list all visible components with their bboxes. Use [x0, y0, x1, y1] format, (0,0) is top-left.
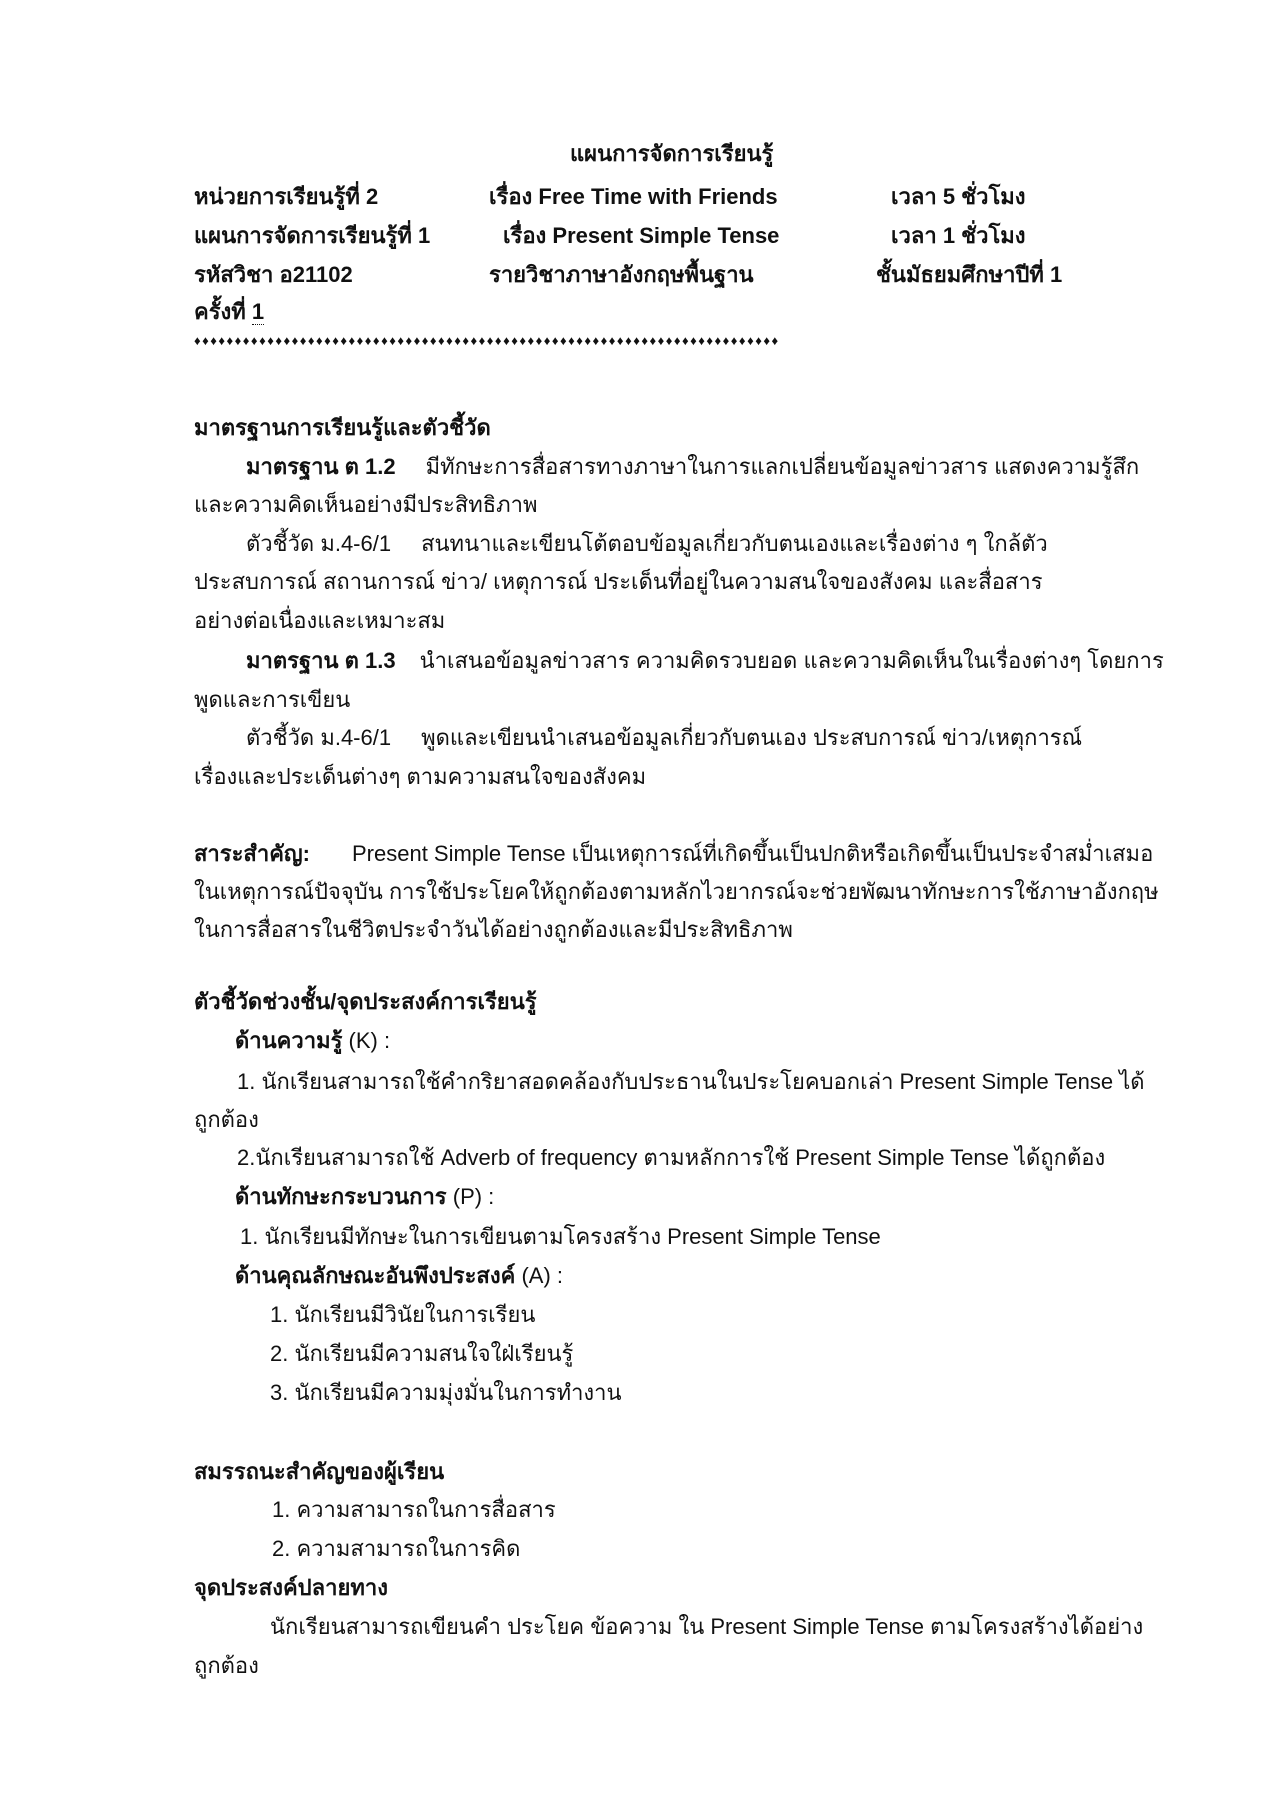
- essence-label: สาระสำคัญ:: [194, 841, 310, 866]
- standard-1-text2: และความคิดเห็นอย่างมีประสิทธิภาพ: [194, 492, 538, 517]
- knowledge-label: ด้านความรู้: [235, 1028, 343, 1053]
- standard-1: [246, 452, 1139, 482]
- attribute-heading: [235, 1261, 563, 1291]
- divider: ♦♦♦♦♦♦♦♦♦♦♦♦♦♦♦♦♦♦♦♦♦♦♦♦♦♦♦♦♦♦♦♦♦♦♦♦♦♦♦♦♦♦♦♦♦♦♦♦♦♦♦♦♦♦♦♦♦♦♦♦♦♦♦♦♦♦♦♦♦♦♦♦: [194, 333, 780, 348]
- knowledge-item-1: 1. นักเรียนสามารถใช้คำกริยาสอดคล้องกับประธานในประโยคบอกเล่า Present Simple Tense ได้: [237, 1069, 1145, 1094]
- standard-1-label: มาตรฐาน ต 1.2: [246, 454, 396, 479]
- unit-time: เวลา 5 ชั่วโมง: [891, 184, 1026, 209]
- goal-text2: ถูกต้อง: [194, 1653, 259, 1678]
- page-title: แผนการจัดการเรียนรู้: [570, 141, 774, 166]
- competency-item: 1. ความสามารถในการสื่อสาร: [272, 1497, 556, 1522]
- knowledge-suffix: (K) :: [342, 1028, 391, 1053]
- indicator-2-label: ตัวชี้วัด ม.4-6/1: [246, 725, 392, 750]
- process-label: ด้านทักษะกระบวนการ: [235, 1184, 447, 1209]
- indicator-1-label: ตัวชี้วัด ม.4-6/1: [246, 531, 392, 556]
- attribute-label: ด้านคุณลักษณะอันพึงประสงค์: [235, 1263, 516, 1288]
- plan-label: แผนการจัดการเรียนรู้ที่ 1: [194, 223, 431, 248]
- competency-heading: สมรรถนะสำคัญของผู้เรียน: [194, 1459, 445, 1484]
- standard-2-label: มาตรฐาน ต 1.3: [246, 648, 396, 673]
- attribute-item: 2. นักเรียนมีความสนใจใฝ่เรียนรู้: [270, 1341, 574, 1366]
- attribute-item: 3. นักเรียนมีความมุ่งมั่นในการทำงาน: [270, 1380, 622, 1405]
- plan-topic: เรื่อง Present Simple Tense: [503, 223, 780, 248]
- attribute-suffix: (A) :: [515, 1263, 563, 1288]
- indicator-1: [246, 529, 1048, 559]
- competency-item: 2. ความสามารถในการคิด: [272, 1536, 521, 1561]
- process-item-1: 1. นักเรียนมีทักษะในการเขียนตามโครงสร้าง Present Simple Tense: [240, 1224, 881, 1249]
- knowledge-item-1-cont: ถูกต้อง: [194, 1107, 259, 1132]
- essence-text3: ในการสื่อสารในชีวิตประจำวันได้อย่างถูกต้องและมีประสิทธิภาพ: [194, 917, 793, 942]
- essence-text: Present Simple Tense เป็นเหตุการณ์ที่เกิดขึ้นเป็นปกติหรือเกิดขึ้นเป็นประจำสม่ำเสมอ: [351, 841, 1154, 866]
- plan-time: เวลา 1 ชั่วโมง: [891, 223, 1026, 248]
- knowledge-item-2: 2.นักเรียนสามารถใช้ Adverb of frequency ตามหลักการใช้ Present Simple Tense ได้ถูกต้อง: [237, 1145, 1106, 1170]
- essence: [194, 839, 1153, 869]
- course-name: รายวิชาภาษาอังกฤษพื้นฐาน: [489, 262, 754, 287]
- session-label: ครั้งที่: [194, 299, 246, 324]
- standard-2-text2: พูดและการเขียน: [194, 687, 351, 712]
- indicator-2-text2: เรื่องและประเด็นต่างๆ ตามความสนใจของสังคม: [194, 764, 647, 789]
- course-code: รหัสวิชา อ21102: [194, 262, 353, 287]
- unit-topic: เรื่อง Free Time with Friends: [489, 184, 778, 209]
- unit-label: หน่วยการเรียนรู้ที่ 2: [194, 184, 379, 209]
- attribute-item: 1. นักเรียนมีวินัยในการเรียน: [270, 1302, 536, 1327]
- process-heading: [235, 1182, 494, 1212]
- standards-heading: มาตรฐานการเรียนรู้และตัวชี้วัด: [194, 415, 491, 440]
- session: [194, 297, 264, 327]
- process-suffix: (P) :: [446, 1184, 495, 1209]
- indicator-1-text3: อย่างต่อเนื่องและเหมาะสม: [194, 608, 446, 633]
- indicator-1-text: สนทนาและเขียนโต้ตอบข้อมูลเกี่ยวกับตนเองและเรื่องต่าง ๆ ใกล้ตัว: [421, 531, 1048, 556]
- indicator-2: [246, 723, 1082, 753]
- standard-1-text: มีทักษะการสื่อสารทางภาษาในการแลกเปลี่ยนข้อมูลข่าวสาร แสดงความรู้สึก: [425, 454, 1140, 479]
- essence-text2: ในเหตุการณ์ปัจจุบัน การใช้ประโยคให้ถูกต้องตามหลักไวยากรณ์จะช่วยพัฒนาทักษะการใช้ภาษาอังกฤษ: [194, 879, 1159, 904]
- grade-level: ชั้นมัธยมศึกษาปีที่ 1: [876, 262, 1063, 287]
- knowledge-heading: [235, 1026, 390, 1056]
- standard-2: [246, 646, 1164, 676]
- indicator-2-text: พูดและเขียนนำเสนอข้อมูลเกี่ยวกับตนเอง ประสบการณ์ ข่าว/เหตุการณ์: [421, 725, 1083, 750]
- indicator-1-text2: ประสบการณ์ สถานการณ์ ข่าว/ เหตุการณ์ ประเด็นที่อยู่ในความสนใจของสังคม และสื่อสาร: [194, 569, 1043, 594]
- session-value: 1: [251, 299, 265, 324]
- standard-2-text: นำเสนอข้อมูลข่าวสาร ความคิดรวบยอด และความคิดเห็นในเรื่องต่างๆ โดยการ: [419, 648, 1164, 673]
- goal-heading: จุดประสงค์ปลายทาง: [194, 1575, 388, 1600]
- objectives-heading: ตัวชี้วัดช่วงชั้น/จุดประสงค์การเรียนรู้: [194, 989, 537, 1014]
- goal-text: นักเรียนสามารถเขียนคำ ประโยค ข้อความ ใน Present Simple Tense ตามโครงสร้างได้อย่าง: [270, 1614, 1144, 1639]
